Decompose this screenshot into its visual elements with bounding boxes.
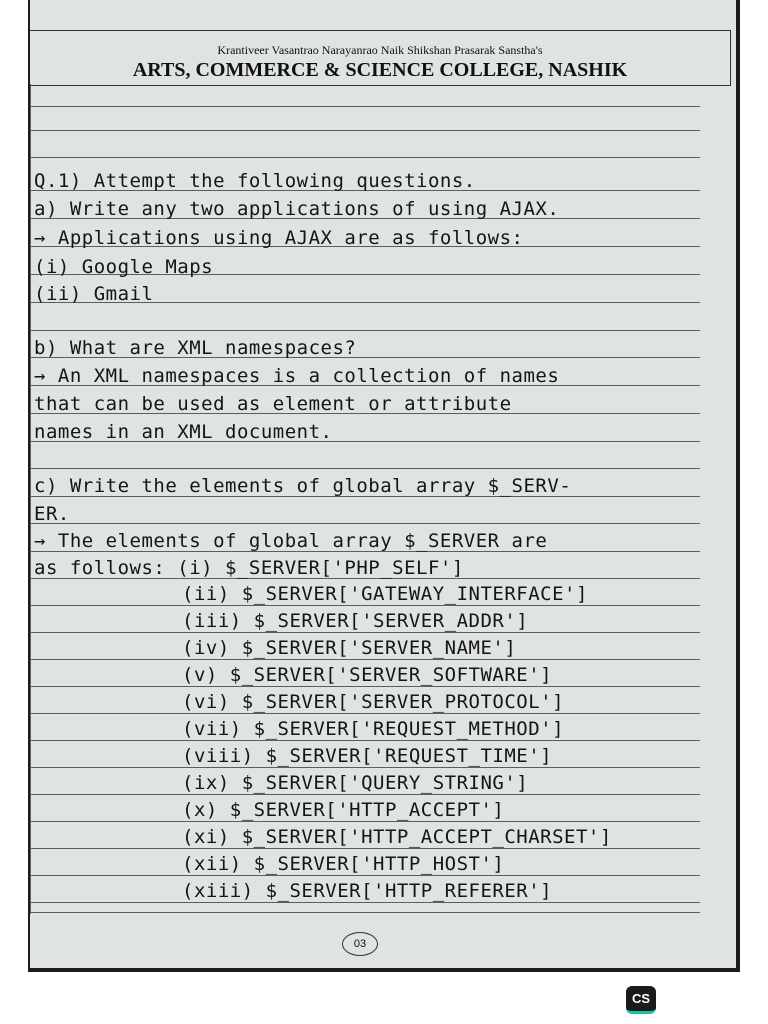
server-element: (xiii) $_SERVER['HTTP_REFERER'] [182, 880, 553, 902]
rule-line [30, 130, 700, 131]
college-name: ARTS, COMMERCE & SCIENCE COLLEGE, NASHIK [132, 59, 628, 81]
server-element: (ix) $_SERVER['QUERY_STRING'] [182, 772, 529, 794]
question-a: a) Write any two applications of using AJAX. [34, 198, 560, 220]
rule-line [30, 632, 700, 633]
answer-a-item: (ii) Gmail [34, 283, 154, 305]
server-element: (iii) $_SERVER['SERVER_ADDR'] [182, 610, 529, 632]
server-element: (xii) $_SERVER['HTTP_HOST'] [182, 853, 505, 875]
question-heading: Q.1) Attempt the following questions. [34, 170, 476, 192]
page-number: 03 [342, 932, 378, 956]
server-element: (viii) $_SERVER['REQUEST_TIME'] [182, 745, 553, 767]
rule-line [30, 468, 700, 469]
rule-line [30, 106, 700, 107]
server-element: (v) $_SERVER['SERVER_SOFTWARE'] [182, 664, 553, 686]
rule-line [30, 848, 700, 849]
answer-b-line: → An XML namespaces is a collection of names [34, 365, 560, 387]
rule-line [30, 713, 700, 714]
camscanner-logo: CS [626, 986, 656, 1014]
notebook-page [30, 0, 736, 968]
server-element: (iv) $_SERVER['SERVER_NAME'] [182, 637, 517, 659]
server-element: (xi) $_SERVER['HTTP_ACCEPT_CHARSET'] [182, 826, 612, 848]
question-c-cont: ER. [34, 503, 70, 525]
answer-c-intro: → The elements of global array $_SERVER are [34, 530, 548, 552]
rule-line [30, 686, 700, 687]
question-c: c) Write the elements of global array $_SERV- [34, 475, 572, 497]
rule-line [30, 605, 700, 606]
margin-line [30, 84, 31, 914]
rule-line [30, 659, 700, 660]
server-element: (x) $_SERVER['HTTP_ACCEPT'] [182, 799, 505, 821]
society-name: Krantiveer Vasantrao Narayanrao Naik Shikshan Prasarak Sanstha's [217, 43, 543, 57]
rule-line [30, 875, 700, 876]
rule-line [30, 157, 700, 158]
rule-line [30, 902, 700, 903]
server-element: (vii) $_SERVER['REQUEST_METHOD'] [182, 718, 565, 740]
server-element: (ii) $_SERVER['GATEWAY_INTERFACE'] [182, 583, 588, 605]
server-element: (vi) $_SERVER['SERVER_PROTOCOL'] [182, 691, 565, 713]
server-element: as follows: (i) $_SERVER['PHP_SELF'] [34, 557, 464, 579]
question-b: b) What are XML namespaces? [34, 337, 357, 359]
answer-b-line: that can be used as element or attribute [34, 393, 512, 415]
rule-line [30, 821, 700, 822]
answer-a-item: (i) Google Maps [34, 256, 214, 278]
rule-line [30, 740, 700, 741]
rule-line [30, 523, 700, 524]
rule-line [30, 794, 700, 795]
rule-line [30, 330, 700, 331]
answer-a-intro: → Applications using AJAX are as follows: [34, 227, 524, 249]
answer-b-line: names in an XML document. [34, 421, 333, 443]
rule-line [30, 767, 700, 768]
rule-line [30, 912, 700, 913]
